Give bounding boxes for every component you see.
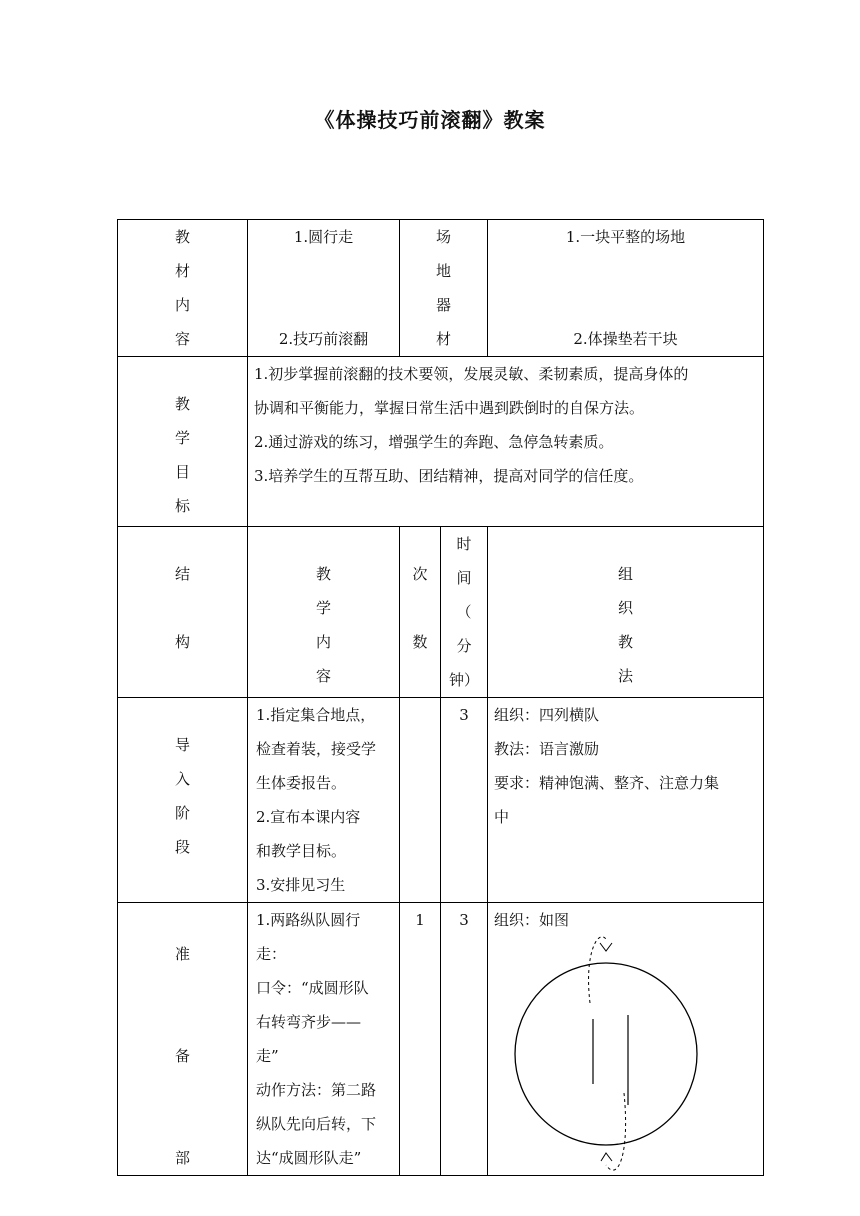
- prep-content: 1.两路纵队圆行 走： 口令：“成圆形队 右转弯齐步—— 走” 动作方法：第二路 纵队先向后转，下 达“成圆形队走”: [248, 903, 400, 1176]
- header-structure: 结 构: [118, 527, 248, 698]
- structure-header-row: [118, 527, 764, 698]
- venue-label: 场 地 器 材: [400, 220, 488, 357]
- header-time: 时 间 （ 分 钟）: [441, 527, 488, 698]
- intro-method: 组织：四列横队 教法：语言激励 要求：精神饱满、整齐、注意力集 中: [488, 698, 764, 903]
- bottom-turn-arrow: [606, 1093, 626, 1170]
- venue-content: 1.一块平整的场地 2.体操垫若干块: [488, 220, 764, 357]
- intro-time: 3: [441, 698, 488, 903]
- prep-stage-row: [118, 903, 764, 1176]
- prep-label: 准 备 部: [118, 903, 248, 1176]
- prep-count: 1: [400, 903, 441, 1176]
- intro-label: 导 入 阶 段: [118, 698, 248, 903]
- prep-method: [488, 903, 764, 1176]
- materials-content: 1.圆行走 2.技巧前滚翻: [248, 220, 400, 357]
- objectives-label: 教 学 目 标: [118, 357, 248, 527]
- prep-method-label: 组织：如图: [494, 911, 570, 929]
- intro-count: [400, 698, 441, 903]
- intro-stage-row: [118, 698, 764, 903]
- header-method: 组 织 教 法: [488, 527, 764, 698]
- materials-row: [118, 220, 764, 357]
- bottom-arrowhead: [601, 1153, 612, 1161]
- top-arrowhead: [600, 943, 612, 951]
- materials-label: 教 材 内 容: [118, 220, 248, 357]
- objectives-content: 1.初步掌握前滚翻的技术要领，发展灵敏、柔韧素质，提高身体的 协调和平衡能力，掌握日常生活中遇到跌倒时的自保方法。 2.通过游戏的练习，增强学生的奔跑、急停急转素质。 3.培养学生的互帮互助、团结精神，提高对同学的信任度。: [248, 357, 764, 527]
- prep-time: 3: [441, 903, 488, 1176]
- intro-content: 1.指定集合地点， 检查着装，接受学 生体委报告。 2.宣布本课内容 和教学目标。 3.安排见习生: [248, 698, 400, 903]
- objectives-row: [118, 357, 764, 527]
- header-content: 教 学 内 容: [248, 527, 400, 698]
- lesson-plan-table: [117, 219, 764, 1176]
- header-count: 次 数: [400, 527, 441, 698]
- formation-diagram: [488, 933, 738, 1171]
- page-title: 《体操技巧前滚翻》教案: [314, 108, 546, 132]
- march-circle: [515, 963, 697, 1145]
